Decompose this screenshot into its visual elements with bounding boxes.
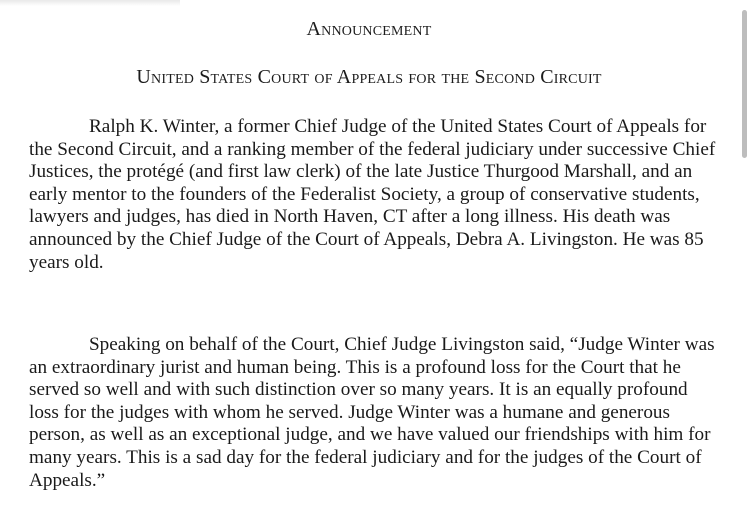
paragraph-statement: Speaking on behalf of the Court, Chief Judge Livingston said, “Judge Winter was an extraordinary jurist and human being. This is a profound loss for the Court that he served so well and with such distinction over so many years. It is an equally profound loss for the judges with whom he served. Judge Winter was a humane and generous person, as well as an exceptional judge, and we have valued our friendships with him for many years. This is a sad day for the federal judiciary and for the judges of the Court of Appeals.” (29, 334, 715, 491)
vertical-scrollbar[interactable] (738, 0, 750, 521)
scrollbar-thumb[interactable] (742, 10, 747, 158)
court-name-heading: United States Court of Appeals for the Second Circuit (136, 66, 602, 88)
paragraph-announcement: Ralph K. Winter, a former Chief Judge of the United States Court of Appeals for the Second Circuit, and a ranking member of the federal judiciary under successive Chief Justices, the protégé (and first law clerk) of the late Justice Thurgood Marshall, and an early mentor to the founders of the Federalist Society, a group of conservative students, lawyers and judges, has died in North Haven, CT after a long illness. His death was announced by the Chief Judge of the Court of Appeals, Debra A. Livingston. He was 85 years old. (29, 116, 716, 273)
announcement-title: Announcement (306, 18, 432, 40)
top-edge-shadow (0, 0, 180, 6)
